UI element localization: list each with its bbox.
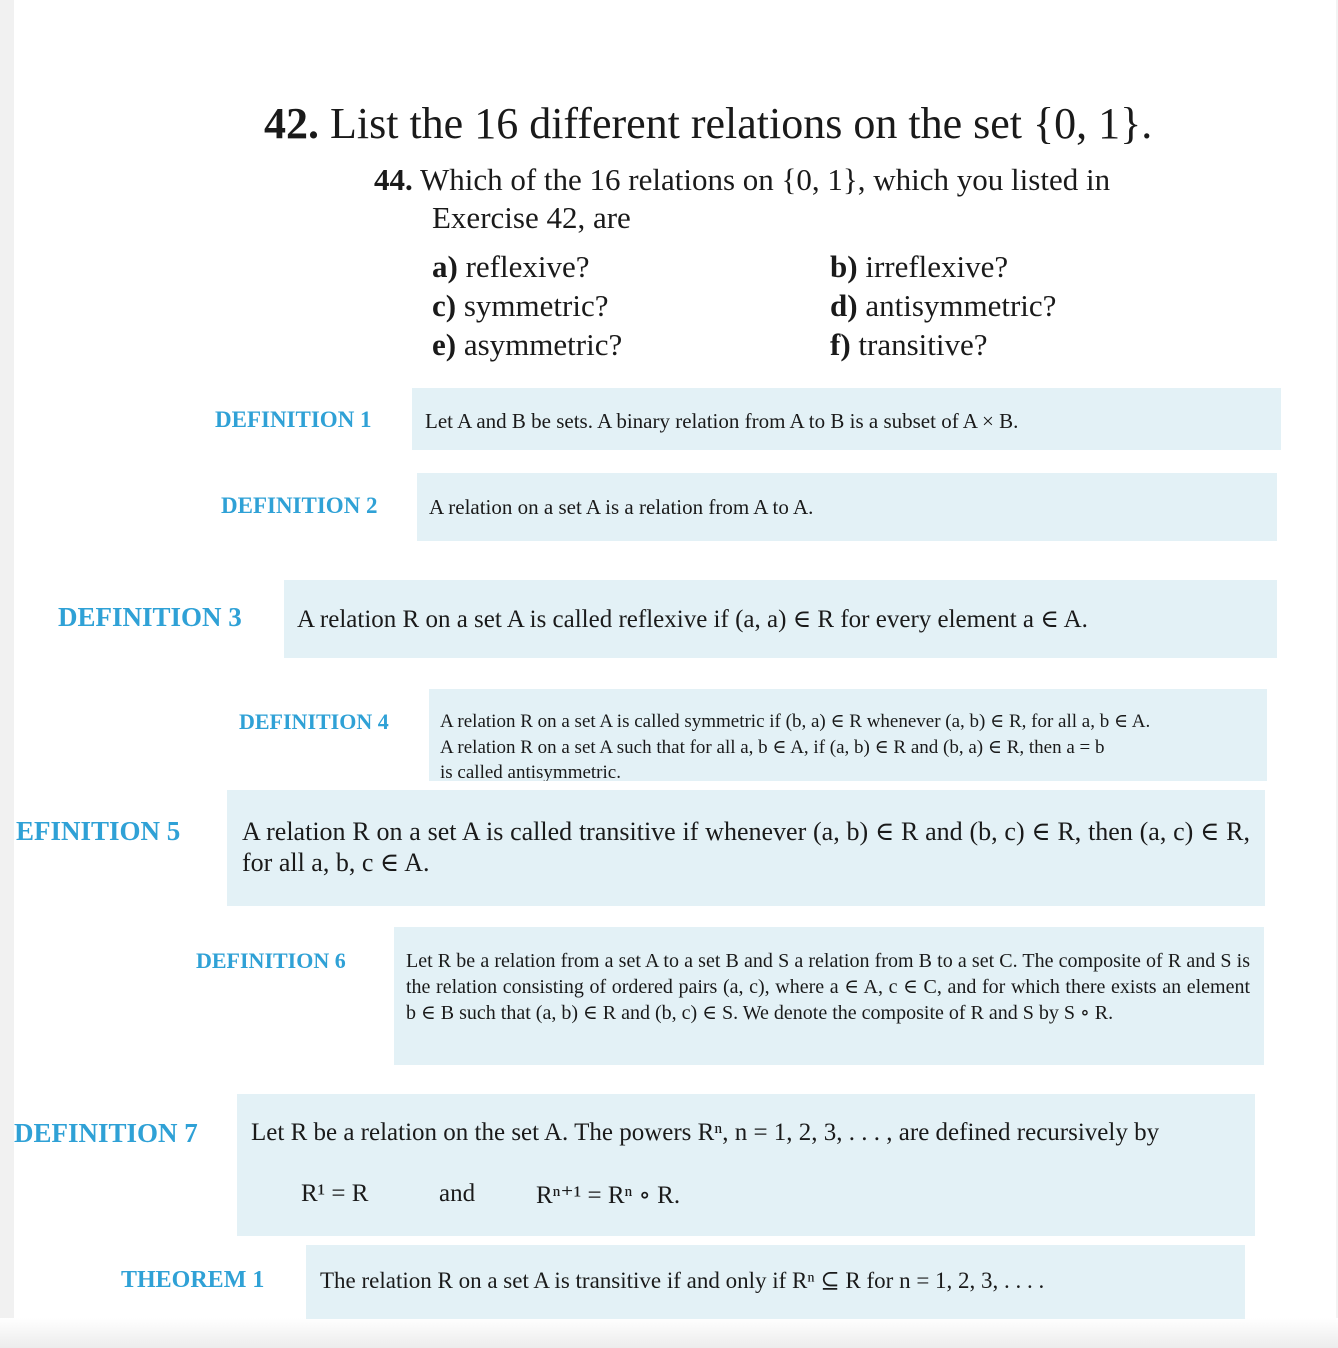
- definition-3-box: [284, 580, 1277, 658]
- bottom-border: [0, 1318, 1338, 1348]
- option-f-text: transitive?: [858, 327, 988, 362]
- definition-1-label: DEFINITION 1: [215, 407, 372, 432]
- option-a: [432, 249, 590, 285]
- definition-6-text: Let R be a relation from a set A to a set B and S a relation from B to a set C. The composite of R and S is the relation consisting of ordered pairs (a, c), where a ∈ A, c ∈ C, and for which there exists an element b ∈ B such that (a, b) ∈ R and (b, c) ∈ S. We denote the composite of R and S by S ∘ R.: [406, 950, 1250, 1024]
- option-f: [830, 327, 988, 363]
- definition-2-label: DEFINITION 2: [221, 493, 378, 518]
- theorem-1-label: THEOREM 1: [121, 1267, 265, 1293]
- exercise-44-text-line1: Which of the 16 relations on {0, 1}, which you listed in: [419, 162, 1111, 197]
- exercise-44: [374, 162, 1110, 198]
- option-b-text: irreflexive?: [865, 249, 1009, 284]
- definition-4-line3: is called antisymmetric.: [440, 762, 621, 781]
- option-a-letter: a): [432, 249, 458, 284]
- option-d: [830, 288, 1056, 324]
- option-e: [432, 327, 622, 363]
- exercise-44-number: 44.: [374, 162, 413, 197]
- option-d-text: antisymmetric?: [865, 288, 1057, 323]
- definition-7-label: DEFINITION 7: [14, 1118, 198, 1148]
- exercise-42: [264, 98, 1152, 149]
- option-e-letter: e): [432, 327, 457, 362]
- definition-3-text: A relation R on a set A is called reflexive if (a, a) ∈ R for every element a ∈ A.: [297, 606, 1088, 633]
- definition-5-box: [227, 790, 1265, 906]
- option-e-text: asymmetric?: [463, 327, 623, 362]
- definition-6-label: DEFINITION 6: [196, 948, 346, 973]
- definition-1-text: Let A and B be sets. A binary relation from A to B is a subset of A × B.: [425, 409, 1019, 433]
- option-a-text: reflexive?: [465, 249, 590, 284]
- option-f-letter: f): [830, 327, 851, 362]
- exercise-42-text: List the 16 different relations on the set {0, 1}.: [330, 99, 1153, 148]
- definition-5-text: A relation R on a set A is called transitive if whenever (a, b) ∈ R and (b, c) ∈ R, then (a, c) ∈ R, for all a, b, c ∈ A.: [242, 817, 1250, 877]
- left-border: [0, 0, 14, 1348]
- definition-7-box: [237, 1094, 1255, 1236]
- theorem-1-text: The relation R on a set A is transitive if and only if Rⁿ ⊆ R for n = 1, 2, 3, . . . .: [320, 1268, 1045, 1293]
- option-b-letter: b): [830, 249, 858, 284]
- exercise-44-text-line2: Exercise 42, are: [432, 200, 631, 235]
- option-d-letter: d): [830, 288, 858, 323]
- option-c-text: symmetric?: [463, 288, 609, 323]
- definition-2-text: A relation on a set A is a relation from A to A.: [429, 495, 814, 519]
- definition-4-line1: A relation R on a set A is called symmetric if (b, a) ∈ R whenever (a, b) ∈ R, for all a, b ∈ A.: [440, 711, 1151, 732]
- definition-1-box: [412, 388, 1281, 450]
- definition-7-text: Let R be a relation on the set A. The powers Rⁿ, n = 1, 2, 3, . . . , are defined recursively by: [251, 1119, 1160, 1146]
- definition-7-formula-left: R¹ = R: [301, 1180, 369, 1207]
- definition-2-box: [417, 473, 1277, 541]
- option-c: [432, 288, 608, 324]
- definition-5-label: EFINITION 5: [16, 816, 181, 846]
- definition-7-formula-right: Rⁿ⁺¹ = Rⁿ ∘ R.: [536, 1182, 681, 1209]
- theorem-1-box: [306, 1245, 1245, 1319]
- exercise-42-number: 42.: [264, 99, 319, 148]
- definition-7-formula-and: and: [439, 1180, 476, 1207]
- definition-3-label: DEFINITION 3: [58, 602, 242, 632]
- option-c-letter: c): [432, 288, 457, 323]
- definition-4-line2: A relation R on a set A such that for all a, b ∈ A, if (a, b) ∈ R and (b, a) ∈ R, then a = b: [440, 737, 1105, 758]
- definition-4-box: [429, 689, 1267, 781]
- option-b: [830, 249, 1008, 285]
- definition-6-box: [394, 927, 1264, 1065]
- definition-4-label: DEFINITION 4: [239, 709, 389, 734]
